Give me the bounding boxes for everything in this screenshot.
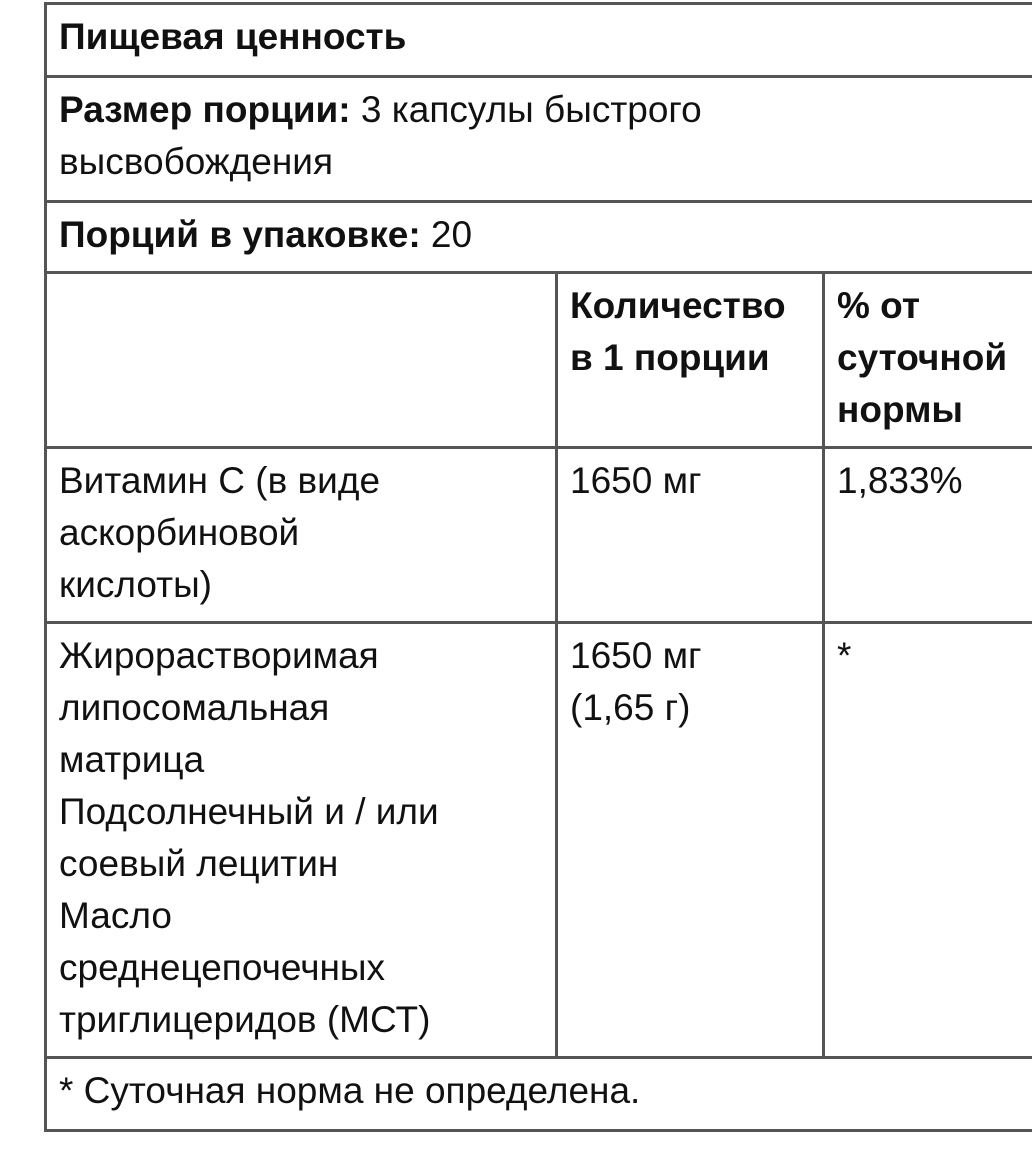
ingredient-amount-line: (1,65 г) — [570, 687, 691, 728]
ingredient-name-line: кислоты) — [59, 564, 212, 605]
column-header-row — [46, 273, 1032, 448]
ingredient-amount-line: 1650 мг — [570, 460, 702, 501]
ingredient-name-line: Масло — [59, 895, 172, 936]
ingredient-name-line: триглицеридов (МСТ) — [59, 999, 431, 1040]
ingredient-amount-line: 1650 мг — [570, 635, 702, 676]
ingredient-name-cell — [46, 623, 557, 1058]
ingredient-daily-value-cell — [824, 448, 1032, 623]
header-empty-cell — [46, 273, 557, 448]
title-row — [46, 4, 1032, 77]
ingredient-name-line: Подсолнечный и / или — [59, 791, 439, 832]
servings-per-container-row — [46, 202, 1032, 273]
table-row — [46, 448, 1032, 623]
header-daily-value-line: % от — [837, 285, 920, 326]
ingredient-name-line: соевый лецитин — [59, 843, 339, 884]
servings-per-container-cell — [46, 202, 1032, 273]
ingredient-name-line: аскорбиновой — [59, 512, 300, 553]
ingredient-name-line: Витамин С (в виде — [59, 460, 381, 501]
ingredient-name-line: Жирорастворимая — [59, 635, 379, 676]
header-amount-cell — [557, 273, 824, 448]
header-amount-line: в 1 порции — [570, 337, 770, 378]
nutrition-facts-table — [44, 2, 1032, 1132]
ingredient-name-line: среднецепочечных — [59, 947, 386, 988]
ingredient-name-cell — [46, 448, 557, 623]
header-amount-line: Количество — [570, 285, 786, 326]
header-daily-value-line: нормы — [837, 389, 964, 430]
facts-title: Пищевая ценность — [59, 16, 407, 57]
table-row — [46, 623, 1032, 1058]
serving-size-label: Размер порции: — [59, 89, 351, 130]
ingredient-amount-cell — [557, 623, 824, 1058]
serving-size-cell — [46, 77, 1032, 202]
header-daily-value-line: суточной — [837, 337, 1008, 378]
servings-per-container-label: Порций в упаковке: — [59, 214, 421, 255]
footnote-text: * Суточная норма не определена. — [59, 1070, 641, 1111]
serving-size-row — [46, 77, 1032, 202]
footnote-row — [46, 1058, 1032, 1131]
header-daily-value-cell — [824, 273, 1032, 448]
ingredient-daily-value: 1,833% — [837, 460, 963, 501]
serving-size-value-continued: высвобождения — [59, 141, 333, 182]
serving-size-value: 3 капсулы быстрого — [350, 89, 702, 130]
ingredient-name-line: матрица — [59, 739, 205, 780]
ingredient-daily-value-cell — [824, 623, 1032, 1058]
ingredient-amount-cell — [557, 448, 824, 623]
footnote-cell — [46, 1058, 1032, 1131]
title-cell — [46, 4, 1032, 77]
servings-per-container-value: 20 — [420, 214, 473, 255]
ingredient-daily-value: * — [837, 635, 852, 676]
ingredient-name-line: липосомальная — [59, 687, 330, 728]
